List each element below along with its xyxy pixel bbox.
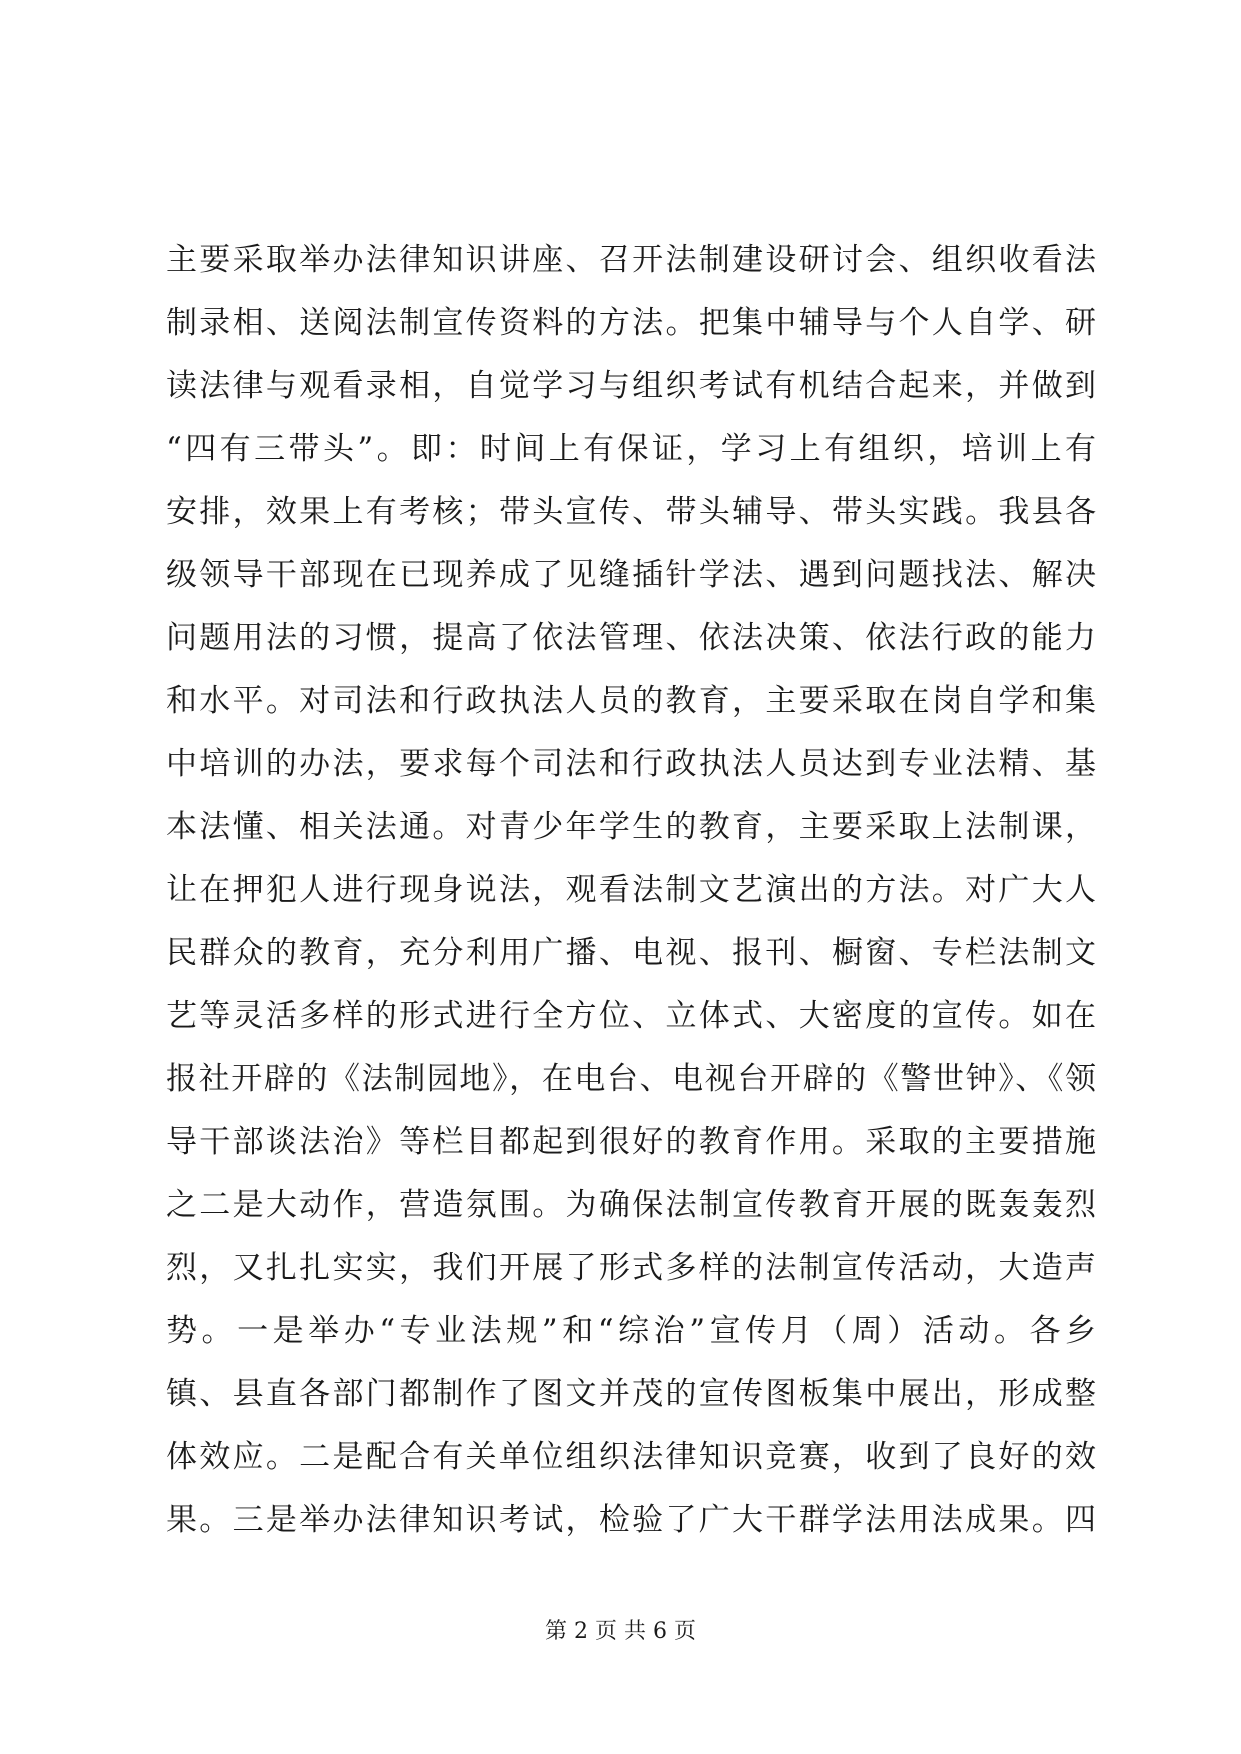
body-line: 艺等灵活多样的形式进行全方位、立体式、大密度的宣传。如在 bbox=[166, 998, 1096, 1034]
body-line: 制录相、送阅法制宣传资料的方法。把集中辅导与个人自学、研 bbox=[166, 305, 1096, 341]
body-line: 主要采取举办法律知识讲座、召开法制建设研讨会、组织收看法 bbox=[166, 242, 1096, 278]
body-line: 安排，效果上有考核；带头宣传、带头辅导、带头实践。我县各 bbox=[166, 494, 1096, 530]
body-line: 导干部谈法治》等栏目都起到很好的教育作用。采取的主要措施 bbox=[166, 1124, 1096, 1160]
body-line: 读法律与观看录相，自觉学习与组织考试有机结合起来，并做到 bbox=[166, 368, 1096, 404]
body-line: 镇、县直各部门都制作了图文并茂的宣传图板集中展出，形成整 bbox=[166, 1376, 1096, 1412]
body-line: 和水平。对司法和行政执法人员的教育，主要采取在岗自学和集 bbox=[166, 683, 1096, 719]
body-line: 民群众的教育，充分利用广播、电视、报刊、橱窗、专栏法制文 bbox=[166, 935, 1096, 971]
body-line: “四有三带头”。即：时间上有保证，学习上有组织，培训上有 bbox=[166, 431, 1096, 467]
body-line: 问题用法的习惯，提高了依法管理、依法决策、依法行政的能力 bbox=[166, 620, 1096, 656]
body-line: 势。一是举办“专业法规”和“综治”宣传月（周）活动。各乡 bbox=[166, 1313, 1096, 1349]
body-line: 之二是大动作，营造氛围。为确保法制宣传教育开展的既轰轰烈 bbox=[166, 1187, 1096, 1223]
page-number-footer: 第 2 页 共 6 页 bbox=[545, 1619, 696, 1644]
body-line: 烈，又扎扎实实，我们开展了形式多样的法制宣传活动，大造声 bbox=[166, 1250, 1096, 1286]
body-line: 体效应。二是配合有关单位组织法律知识竞赛，收到了良好的效 bbox=[166, 1439, 1096, 1475]
body-line: 级领导干部现在已现养成了见缝插针学法、遇到问题找法、解决 bbox=[166, 557, 1096, 593]
body-text bbox=[166, 229, 1096, 1552]
body-line: 让在押犯人进行现身说法，观看法制文艺演出的方法。对广大人 bbox=[166, 872, 1096, 908]
body-line: 果。三是举办法律知识考试，检验了广大干群学法用法成果。四 bbox=[166, 1502, 1096, 1538]
body-line: 中培训的办法，要求每个司法和行政执法人员达到专业法精、基 bbox=[166, 746, 1096, 782]
body-line: 本法懂、相关法通。对青少年学生的教育，主要采取上法制课， bbox=[166, 809, 1096, 845]
body-line: 报社开辟的《法制园地》，在电台、电视台开辟的《警世钟》、《领 bbox=[166, 1061, 1096, 1097]
